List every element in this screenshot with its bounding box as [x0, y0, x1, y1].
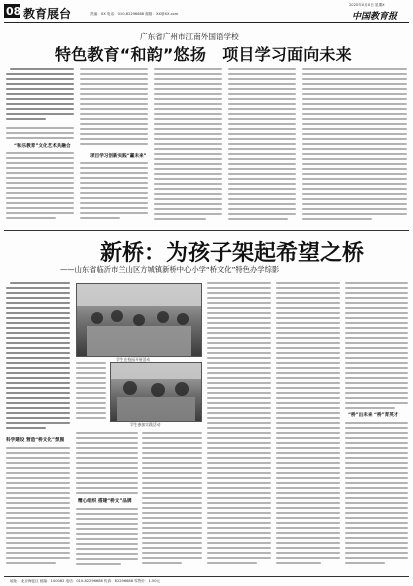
article1-col1-lower: [6, 152, 74, 227]
article2-col6-lower: [345, 422, 408, 572]
article2-title: 新桥：为孩子架起希望之桥: [100, 241, 365, 266]
footer-text: 地址：北京海淀区 邮编：100082 电话：010-82296688 传真：82296688 零售价：1.50元: [10, 579, 161, 583]
article1-col4: [228, 65, 296, 225]
article1-col5: [302, 65, 407, 225]
article1-section-head-1: “和乐教育”文化艺术共融合: [14, 144, 71, 149]
page-header: [0, 0, 413, 24]
article1-col3: [154, 65, 222, 225]
footer-rule: [4, 576, 409, 577]
article1-section-head-2: 项目学习创新实践“赢未来”: [90, 154, 147, 159]
article2-col2: [76, 362, 106, 432]
school-photo-top: [76, 283, 202, 357]
masthead-logo: 中国教育报: [352, 12, 398, 22]
photo-caption-top: 学生在校园开展活动: [116, 357, 151, 362]
article2-section-head-2: 精心组织 搭建“桥文”品牌: [78, 499, 132, 504]
header-rule: [4, 22, 409, 23]
page-number: 08: [6, 5, 22, 18]
date-line: 2020年X月X日 星期X: [349, 3, 385, 7]
article2-section-head-1: 科学建设 营造“桥文化”氛围: [6, 438, 65, 443]
article2-subtitle: ——山东省临沂市兰山区方城镇新桥中心小学“桥文化”特色办学综影: [60, 265, 280, 274]
article2-col6: [345, 282, 408, 402]
article1-col2-lower: [80, 162, 148, 227]
article2-col4: [207, 282, 271, 572]
article1-kicker: 广东省广州市江南外国语学校: [140, 32, 239, 41]
article2-col5: [276, 282, 340, 572]
article2-col2-bottom: [76, 508, 138, 572]
article2-col1-lower: [6, 447, 70, 572]
school-photo-bottom: [110, 362, 202, 422]
article2-section-head-3: “桥”出未来 “桥”育英才: [348, 413, 399, 418]
section-name: 教育展台: [23, 7, 72, 21]
article2-col3: [142, 432, 202, 572]
article-divider: [4, 230, 409, 231]
article1-title: 特色教育“和韵”悠扬 项目学习面向未来: [55, 45, 352, 64]
photo-caption-bottom: 学生参加实践活动: [130, 422, 161, 427]
editor-line: 责编：XX 电话：010-82296688 邮箱：XX@XX.com: [90, 12, 179, 16]
